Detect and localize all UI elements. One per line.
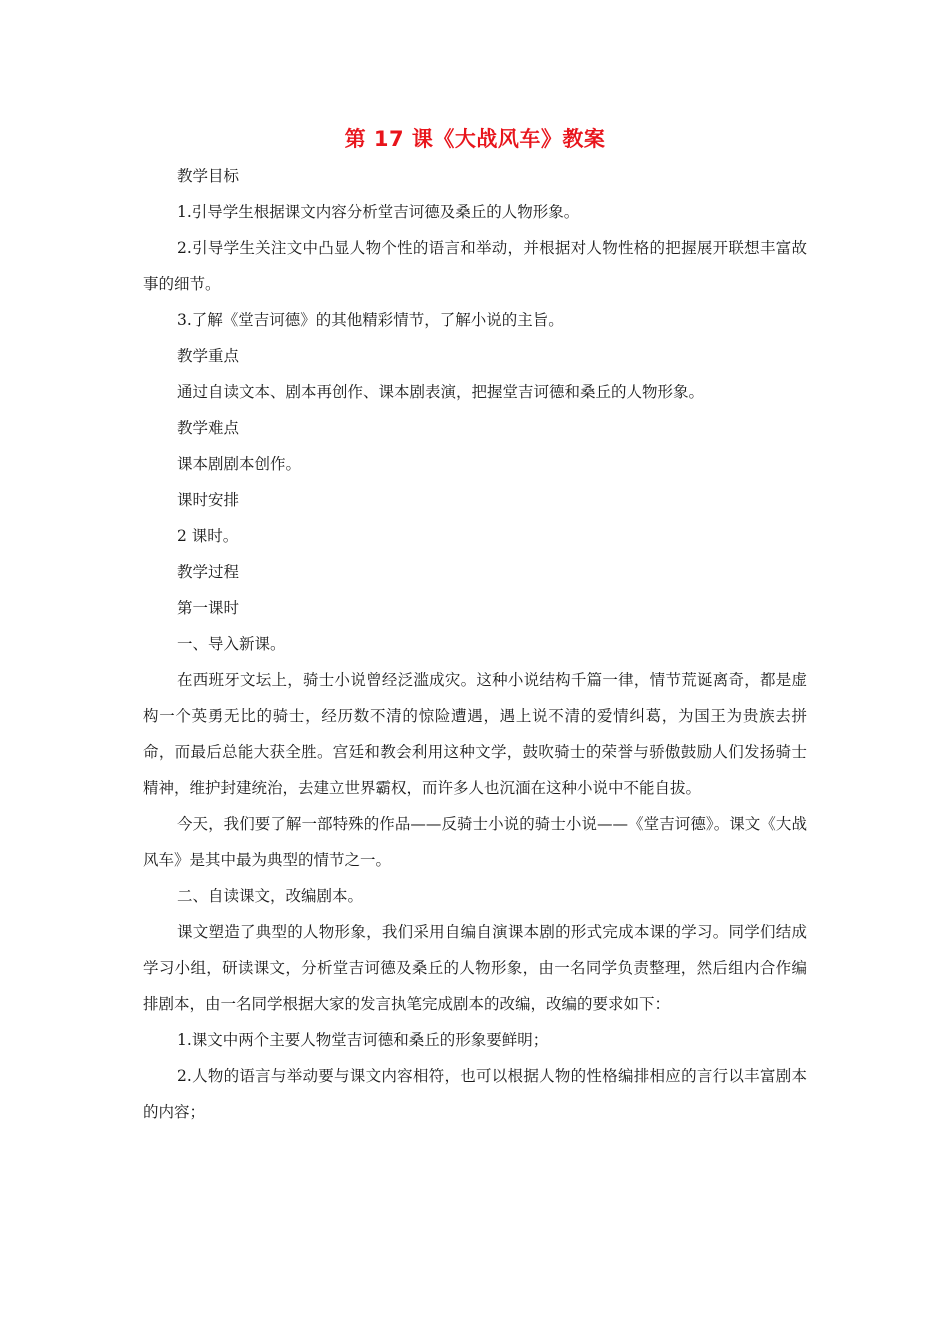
step-two-heading: 二、自读课文，改编剧本。 [177, 887, 364, 905]
requirement-2: 2.人物的语言与举动要与课文内容相符，也可以根据人物的性格编排相应的言行以丰富剧本的内容； [143, 1067, 807, 1121]
section-heading-schedule: 课时安排 [177, 491, 240, 509]
document-title: 第 17 课《大战风车》教案 [344, 127, 606, 151]
section-heading-key-points: 教学重点 [177, 347, 240, 365]
step-one-heading: 一、导入新课。 [177, 635, 286, 653]
section-heading-objectives: 教学目标 [177, 167, 240, 185]
objective-2: 2.引导学生关注文中凸显人物个性的语言和举动，并根据对人物性格的把握展开联想丰富故事的细节。 [143, 239, 807, 293]
objective-3: 3.了解《堂吉诃德》的其他精彩情节，了解小说的主旨。 [177, 311, 564, 329]
section-heading-difficulties: 教学难点 [177, 419, 240, 437]
lesson-one-heading: 第一课时 [177, 599, 240, 617]
key-points-text: 通过自读文本、剧本再创作、课本剧表演，把握堂吉诃德和桑丘的人物形象。 [177, 383, 705, 401]
objective-1: 1.引导学生根据课文内容分析堂吉诃德及桑丘的人物形象。 [177, 203, 580, 221]
requirement-1: 1.课文中两个主要人物堂吉诃德和桑丘的形象要鲜明； [177, 1031, 549, 1049]
document-body [143, 158, 807, 1130]
schedule-text: 2 课时。 [177, 527, 239, 545]
script-paragraph: 课文塑造了典型的人物形象，我们采用自编自演课本剧的形式完成本课的学习。同学们结成学习小组，研读课文，分析堂吉诃德及桑丘的人物形象，由一名同学负责整理，然后组内合作编排剧本，由一名同学根据大家的发言执笔完成剧本的改编，改编的要求如下： [143, 923, 807, 1013]
today-paragraph: 今天，我们要了解一部特殊的作品——反骑士小说的骑士小说——《堂吉诃德》。课文《大战风车》是其中最为典型的情节之一。 [143, 815, 807, 869]
section-heading-process: 教学过程 [177, 563, 240, 581]
difficulties-text: 课本剧剧本创作。 [177, 455, 302, 473]
intro-paragraph: 在西班牙文坛上，骑士小说曾经泛滥成灾。这种小说结构千篇一律，情节荒诞离奇，都是虚构一个英勇无比的骑士，经历数不清的惊险遭遇，遇上说不清的爱情纠葛，为国王为贵族去拼命，而最后总能大获全胜。宫廷和教会利用这种文学，鼓吹骑士的荣誉与骄傲鼓励人们发扬骑士精神，维护封建统治，去建立世界霸权，而许多人也沉湎在这种小说中不能自拔。 [143, 671, 807, 797]
